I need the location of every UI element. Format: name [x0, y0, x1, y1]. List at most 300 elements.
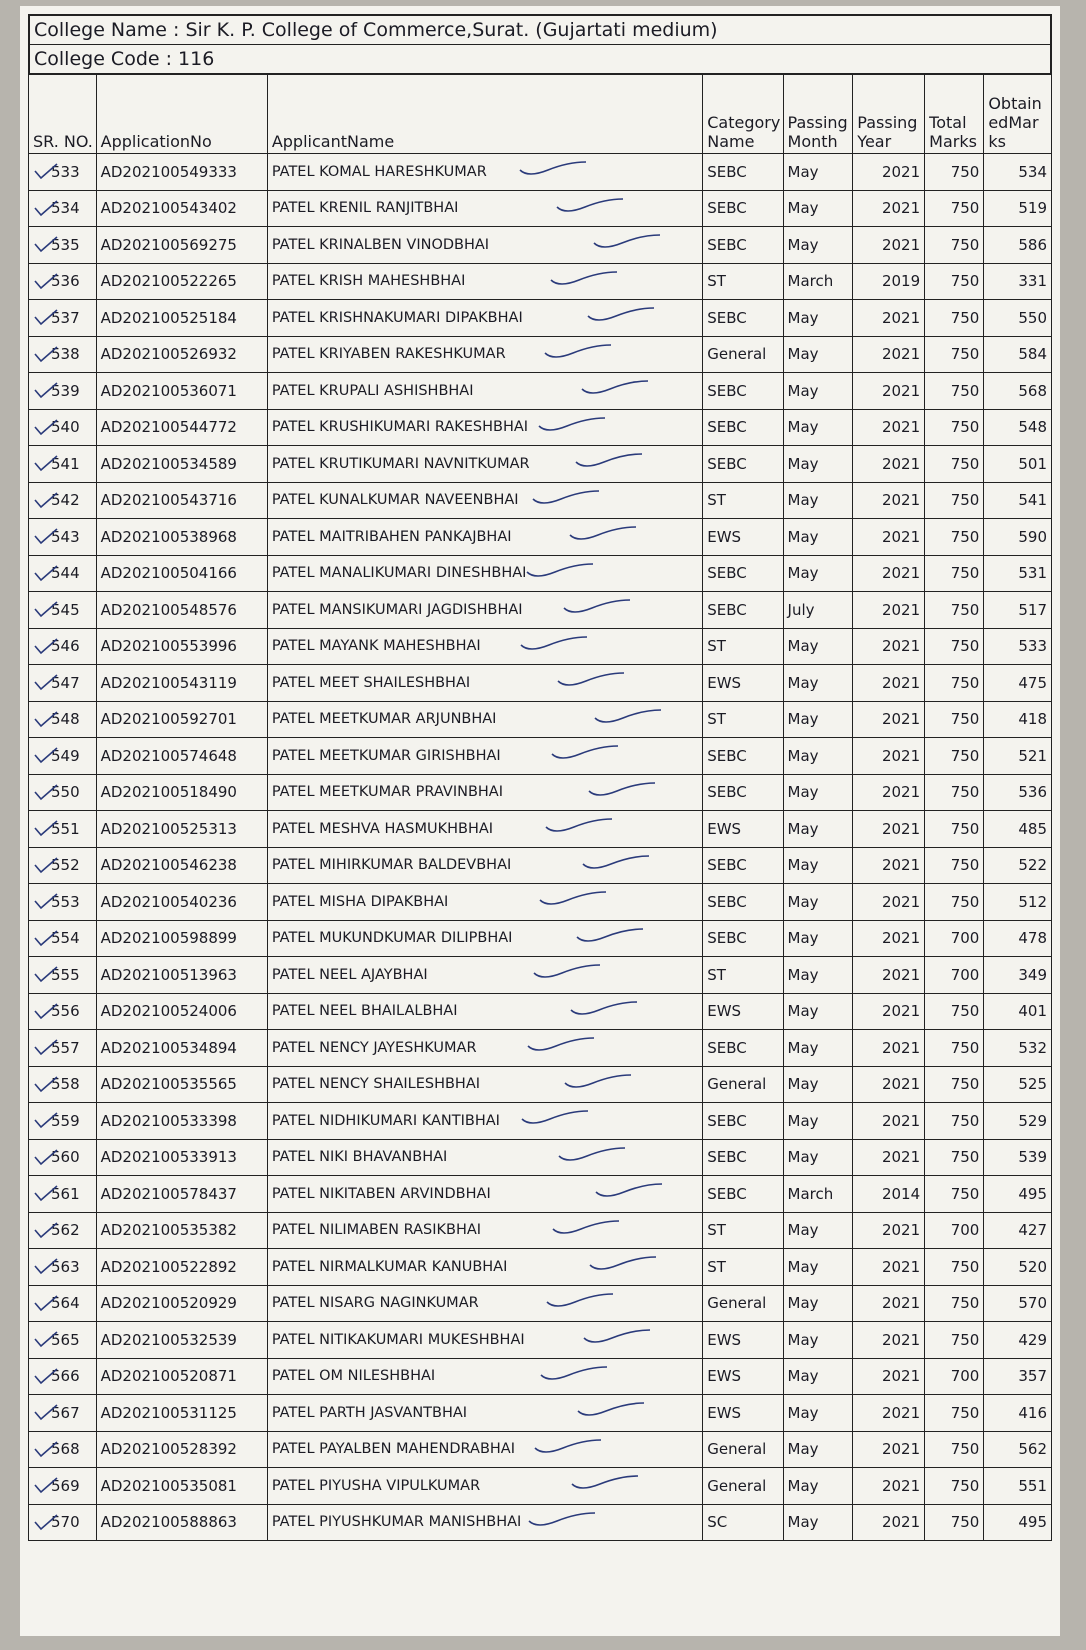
total-marks-cell-text: 750: [950, 1513, 980, 1532]
sr-cell-text: 538: [51, 345, 80, 364]
handwritten-check-icon: [33, 491, 59, 509]
sr-cell-text: 546: [51, 637, 80, 656]
table-body: [29, 154, 1052, 1541]
passing-year-cell-text: 2021: [881, 491, 921, 510]
category-cell-text: SEBC: [707, 783, 747, 802]
total-marks-cell-text: 750: [950, 673, 980, 692]
application-no-cell: [96, 446, 267, 483]
passing-month-cell: [783, 920, 853, 957]
sr-cell: [29, 1176, 97, 1213]
passing-month-cell: [783, 1504, 853, 1541]
handwritten-tick-mark-icon: [574, 450, 644, 470]
passing-year-cell: [853, 1212, 925, 1249]
handwritten-check-icon: [33, 381, 59, 399]
obtained-marks-cell: [984, 1322, 1052, 1359]
applicant-name-cell-text: PATEL KUNALKUMAR NAVEENBHAI: [271, 492, 519, 509]
sr-cell-text: 534: [51, 199, 80, 218]
handwritten-tick-mark-icon: [519, 633, 589, 653]
passing-month-cell: [783, 1395, 853, 1432]
applicant-name-cell-text: PATEL NENCY JAYESHKUMAR: [271, 1039, 477, 1056]
handwritten-tick-mark-icon: [592, 231, 662, 251]
application-no-cell: [96, 1066, 267, 1103]
obtained-marks-cell: [984, 993, 1052, 1030]
passing-year-cell: [853, 555, 925, 592]
passing-month-cell-text: May: [787, 1403, 819, 1422]
passing-year-cell: [853, 957, 925, 994]
applicant-name-cell-text: PATEL PIYUSHKUMAR MANISHBHAI: [271, 1514, 522, 1531]
passing-month-cell-text: May: [787, 1440, 819, 1459]
total-marks-cell-text: 750: [950, 1403, 980, 1422]
application-no-cell-text: AD202100525313: [100, 819, 237, 838]
table-row: [29, 774, 1052, 811]
handwritten-tick-mark-icon: [544, 815, 614, 835]
applicant-name-cell: [267, 665, 702, 702]
passing-month-cell: [783, 519, 853, 556]
obtained-marks-cell-text: 551: [1018, 1476, 1047, 1495]
obtained-marks-cell-text: 416: [1018, 1403, 1047, 1422]
sr-cell-text: 547: [51, 673, 80, 692]
obtained-marks-cell-text: 529: [1018, 1111, 1047, 1130]
category-cell: [703, 482, 783, 519]
application-no-cell: [96, 409, 267, 446]
applicant-name-cell-text: PATEL NENCY SHAILESHBHAI: [271, 1076, 481, 1093]
passing-year-cell-text: 2021: [881, 1221, 921, 1240]
table-row: [29, 446, 1052, 483]
passing-month-cell: [783, 482, 853, 519]
handwritten-tick-mark-icon: [539, 1363, 609, 1383]
passing-year-cell: [853, 263, 925, 300]
sr-cell: [29, 1249, 97, 1286]
sr-cell: [29, 811, 97, 848]
category-cell-text: SEBC: [707, 600, 747, 619]
applicant-name-cell-text: PATEL KRUSHIKUMARI RAKESHBHAI: [271, 419, 529, 436]
passing-year-cell: [853, 1066, 925, 1103]
handwritten-check-icon: [33, 1257, 59, 1275]
category-cell: [703, 884, 783, 921]
sr-cell-text: 564: [51, 1294, 80, 1313]
handwritten-check-icon: [33, 162, 59, 180]
category-cell-text: ST: [707, 637, 726, 656]
table-row: [29, 701, 1052, 738]
obtained-marks-cell: [984, 847, 1052, 884]
passing-month-cell-text: May: [787, 1257, 819, 1276]
total-marks-cell-text: 750: [950, 199, 980, 218]
category-cell-text: EWS: [707, 673, 742, 692]
total-marks-cell: [925, 774, 984, 811]
application-no-cell: [96, 738, 267, 775]
applicant-name-cell: [267, 555, 702, 592]
sr-cell: [29, 1030, 97, 1067]
application-no-cell: [96, 263, 267, 300]
passing-year-cell: [853, 1504, 925, 1541]
sr-cell: [29, 1395, 97, 1432]
category-cell: [703, 1249, 783, 1286]
passing-year-cell-text: 2021: [881, 783, 921, 802]
category-cell: [703, 1285, 783, 1322]
sr-cell: [29, 482, 97, 519]
passing-month-cell: [783, 227, 853, 264]
applicant-name-cell: [267, 1431, 702, 1468]
category-cell-text: ST: [707, 1257, 726, 1276]
total-marks-cell: [925, 190, 984, 227]
passing-month-cell-text: May: [787, 1075, 819, 1094]
application-no-cell-text: AD202100553996: [100, 637, 237, 656]
applicant-name-cell-text: PATEL KRUTIKUMARI NAVNITKUMAR: [271, 455, 530, 472]
applicant-name-cell: [267, 1066, 702, 1103]
passing-month-cell-text: May: [787, 454, 819, 473]
category-cell-text: SEBC: [707, 1111, 747, 1130]
total-marks-cell: [925, 1066, 984, 1103]
handwritten-check-icon: [33, 1403, 59, 1421]
passing-month-cell: [783, 1285, 853, 1322]
table-row: [29, 847, 1052, 884]
category-cell-text: General: [707, 345, 767, 364]
passing-year-cell-text: 2021: [881, 418, 921, 437]
total-marks-cell: [925, 592, 984, 629]
applicant-name-cell: [267, 482, 702, 519]
applicant-name-cell-text: PATEL MISHA DIPAKBHAI: [271, 893, 449, 910]
col-header-applicant-name: ApplicantName: [267, 75, 702, 154]
applicant-name-cell: [267, 701, 702, 738]
obtained-marks-cell: [984, 665, 1052, 702]
passing-year-cell: [853, 1103, 925, 1140]
passing-month-cell: [783, 373, 853, 410]
college-code: College Code : 116: [28, 45, 1052, 74]
handwritten-tick-mark-icon: [575, 925, 645, 945]
passing-month-cell: [783, 1322, 853, 1359]
category-cell: [703, 263, 783, 300]
total-marks-cell: [925, 1504, 984, 1541]
sr-cell: [29, 884, 97, 921]
application-no-cell-text: AD202100522265: [100, 272, 237, 291]
handwritten-tick-mark-icon: [594, 1180, 664, 1200]
application-no-cell-text: AD202100574648: [100, 746, 237, 765]
application-no-cell-text: AD202100543716: [100, 491, 237, 510]
sr-cell: [29, 957, 97, 994]
total-marks-cell: [925, 1358, 984, 1395]
handwritten-tick-mark-icon: [593, 706, 663, 726]
table-row: [29, 920, 1052, 957]
application-no-cell: [96, 884, 267, 921]
handwritten-tick-mark-icon: [562, 596, 632, 616]
obtained-marks-cell: [984, 1212, 1052, 1249]
table-row: [29, 555, 1052, 592]
application-no-cell-text: AD202100569275: [100, 235, 237, 254]
passing-year-cell-text: 2021: [881, 892, 921, 911]
category-cell: [703, 957, 783, 994]
table-row: [29, 409, 1052, 446]
applicant-name-cell-text: PATEL MAYANK MAHESHBHAI: [271, 638, 481, 655]
handwritten-check-icon: [33, 418, 59, 436]
applicants-table: [28, 74, 1052, 1541]
handwritten-check-icon: [33, 235, 59, 253]
category-cell: [703, 738, 783, 775]
passing-year-cell-text: 2021: [881, 527, 921, 546]
table-row: [29, 1285, 1052, 1322]
passing-year-cell: [853, 993, 925, 1030]
category-cell-text: SEBC: [707, 1148, 747, 1167]
sr-cell-text: 549: [51, 746, 80, 765]
sr-cell: [29, 1285, 97, 1322]
total-marks-cell: [925, 957, 984, 994]
passing-year-cell: [853, 446, 925, 483]
passing-month-cell-text: May: [787, 819, 819, 838]
applicant-name-cell: [267, 1212, 702, 1249]
total-marks-cell-text: 750: [950, 345, 980, 364]
applicant-name-cell: [267, 1468, 702, 1505]
sr-cell: [29, 373, 97, 410]
applicant-name-cell-text: PATEL OM NILESHBHAI: [271, 1368, 436, 1385]
passing-year-cell: [853, 1322, 925, 1359]
passing-year-cell: [853, 847, 925, 884]
passing-year-cell: [853, 1030, 925, 1067]
application-no-cell: [96, 519, 267, 556]
passing-year-cell: [853, 482, 925, 519]
application-no-cell-text: AD202100534894: [100, 1038, 237, 1057]
application-no-cell-text: AD202100518490: [100, 783, 237, 802]
passing-month-cell: [783, 1212, 853, 1249]
handwritten-tick-mark-icon: [568, 523, 638, 543]
total-marks-cell: [925, 519, 984, 556]
table-row: [29, 665, 1052, 702]
applicant-name-cell-text: PATEL NILIMABEN RASIKBHAI: [271, 1222, 482, 1239]
table-row: [29, 227, 1052, 264]
passing-year-cell-text: 2021: [881, 564, 921, 583]
application-no-cell: [96, 1358, 267, 1395]
applicant-name-cell: [267, 519, 702, 556]
passing-month-cell-text: May: [787, 527, 819, 546]
passing-year-cell-text: 2021: [881, 1403, 921, 1422]
handwritten-check-icon: [33, 1038, 59, 1056]
total-marks-cell: [925, 993, 984, 1030]
sr-cell-text: 544: [51, 564, 80, 583]
handwritten-check-icon: [33, 929, 59, 947]
sr-cell-text: 548: [51, 710, 80, 729]
handwritten-check-icon: [33, 199, 59, 217]
total-marks-cell: [925, 1322, 984, 1359]
sr-cell-text: 555: [51, 965, 80, 984]
total-marks-cell-text: 750: [950, 272, 980, 291]
application-no-cell-text: AD202100531125: [100, 1403, 237, 1422]
handwritten-tick-mark-icon: [518, 158, 588, 178]
sr-cell: [29, 1322, 97, 1359]
handwritten-tick-mark-icon: [550, 742, 620, 762]
sr-cell: [29, 409, 97, 446]
total-marks-cell-text: 750: [950, 527, 980, 546]
handwritten-tick-mark-icon: [576, 1399, 646, 1419]
handwritten-check-icon: [33, 1148, 59, 1166]
passing-year-cell: [853, 1358, 925, 1395]
passing-month-cell-text: March: [787, 272, 834, 291]
obtained-marks-cell-text: 548: [1018, 418, 1047, 437]
handwritten-check-icon: [33, 637, 59, 655]
passing-month-cell: [783, 1249, 853, 1286]
obtained-marks-cell: [984, 1431, 1052, 1468]
category-cell-text: General: [707, 1476, 767, 1495]
handwritten-tick-mark-icon: [570, 1472, 640, 1492]
application-no-cell: [96, 993, 267, 1030]
passing-month-cell-text: May: [787, 856, 819, 875]
sr-cell-text: 563: [51, 1257, 80, 1276]
handwritten-check-icon: [33, 783, 59, 801]
category-cell-text: SC: [707, 1513, 728, 1532]
applicant-name-cell-text: PATEL PIYUSHA VIPULKUMAR: [271, 1477, 481, 1494]
category-cell: [703, 300, 783, 337]
total-marks-cell: [925, 263, 984, 300]
passing-year-cell-text: 2021: [881, 710, 921, 729]
application-no-cell-text: AD202100524006: [100, 1002, 237, 1021]
handwritten-check-icon: [33, 308, 59, 326]
category-cell-text: SEBC: [707, 1184, 747, 1203]
total-marks-cell: [925, 482, 984, 519]
total-marks-cell-text: 750: [950, 381, 980, 400]
passing-month-cell-text: May: [787, 381, 819, 400]
application-no-cell: [96, 336, 267, 373]
application-no-cell-text: AD202100533398: [100, 1111, 237, 1130]
application-no-cell: [96, 555, 267, 592]
applicant-name-cell-text: PATEL NITIKAKUMARI MUKESHBHAI: [271, 1331, 525, 1348]
obtained-marks-cell: [984, 592, 1052, 629]
handwritten-tick-mark-icon: [545, 1290, 615, 1310]
application-no-cell: [96, 847, 267, 884]
obtained-marks-cell: [984, 774, 1052, 811]
passing-year-cell-text: 2021: [881, 1294, 921, 1313]
category-cell-text: SEBC: [707, 892, 747, 911]
passing-month-cell: [783, 555, 853, 592]
handwritten-check-icon: [33, 1075, 59, 1093]
application-no-cell: [96, 1212, 267, 1249]
total-marks-cell-text: 750: [950, 1476, 980, 1495]
sr-cell-text: 565: [51, 1330, 80, 1349]
total-marks-cell-text: 750: [950, 856, 980, 875]
passing-month-cell-text: May: [787, 235, 819, 254]
applicant-name-cell-text: PATEL NIKITABEN ARVINDBHAI: [271, 1185, 491, 1202]
total-marks-cell-text: 750: [950, 162, 980, 181]
col-header-passing-year: Passing Year: [853, 75, 925, 154]
passing-year-cell-text: 2021: [881, 746, 921, 765]
total-marks-cell: [925, 1139, 984, 1176]
total-marks-cell-text: 700: [950, 1367, 980, 1386]
col-header-category: Category Name: [703, 75, 783, 154]
total-marks-cell: [925, 1431, 984, 1468]
passing-month-cell-text: May: [787, 1513, 819, 1532]
applicant-name-cell: [267, 1249, 702, 1286]
total-marks-cell: [925, 628, 984, 665]
passing-month-cell: [783, 1103, 853, 1140]
total-marks-cell-text: 750: [950, 1075, 980, 1094]
obtained-marks-cell-text: 475: [1018, 673, 1047, 692]
handwritten-tick-mark-icon: [580, 377, 650, 397]
passing-month-cell-text: May: [787, 1221, 819, 1240]
category-cell-text: General: [707, 1075, 767, 1094]
table-row: [29, 519, 1052, 556]
category-cell: [703, 519, 783, 556]
total-marks-cell: [925, 847, 984, 884]
obtained-marks-cell: [984, 300, 1052, 337]
obtained-marks-cell-text: 517: [1018, 600, 1047, 619]
obtained-marks-cell-text: 401: [1018, 1002, 1047, 1021]
obtained-marks-cell-text: 485: [1018, 819, 1047, 838]
total-marks-cell-text: 750: [950, 1184, 980, 1203]
applicant-name-cell: [267, 628, 702, 665]
category-cell-text: EWS: [707, 819, 742, 838]
application-no-cell-text: AD202100543402: [100, 199, 237, 218]
col-header-total-marks: Total Marks: [925, 75, 984, 154]
passing-month-cell: [783, 154, 853, 191]
applicant-name-cell: [267, 957, 702, 994]
table-row: [29, 1066, 1052, 1103]
total-marks-cell: [925, 409, 984, 446]
application-no-cell: [96, 811, 267, 848]
table-row: [29, 1249, 1052, 1286]
category-cell-text: SEBC: [707, 454, 747, 473]
passing-month-cell-text: May: [787, 491, 819, 510]
table-row: [29, 1212, 1052, 1249]
category-cell-text: ST: [707, 1221, 726, 1240]
total-marks-cell-text: 750: [950, 892, 980, 911]
applicant-name-cell-text: PATEL NEEL AJAYBHAI: [271, 966, 428, 983]
total-marks-cell-text: 750: [950, 454, 980, 473]
application-no-cell: [96, 300, 267, 337]
table-row: [29, 628, 1052, 665]
passing-year-cell: [853, 920, 925, 957]
handwritten-check-icon: [33, 1476, 59, 1494]
obtained-marks-cell: [984, 482, 1052, 519]
handwritten-tick-mark-icon: [527, 1509, 597, 1529]
passing-month-cell-text: May: [787, 783, 819, 802]
passing-year-cell-text: 2021: [881, 1111, 921, 1130]
passing-month-cell: [783, 592, 853, 629]
obtained-marks-cell: [984, 154, 1052, 191]
category-cell: [703, 555, 783, 592]
obtained-marks-cell-text: 590: [1018, 527, 1047, 546]
obtained-marks-cell: [984, 190, 1052, 227]
category-cell-text: ST: [707, 710, 726, 729]
passing-year-cell-text: 2021: [881, 1440, 921, 1459]
passing-month-cell-text: May: [787, 1111, 819, 1130]
table-row: [29, 1030, 1052, 1067]
category-cell: [703, 1103, 783, 1140]
obtained-marks-cell: [984, 519, 1052, 556]
passing-year-cell-text: 2014: [881, 1184, 921, 1203]
passing-year-cell-text: 2021: [881, 199, 921, 218]
total-marks-cell-text: 750: [950, 783, 980, 802]
obtained-marks-cell: [984, 1176, 1052, 1213]
obtained-marks-cell: [984, 1285, 1052, 1322]
passing-year-cell-text: 2021: [881, 1476, 921, 1495]
category-cell-text: SEBC: [707, 308, 747, 327]
obtained-marks-cell-text: 541: [1018, 491, 1047, 510]
sr-cell-text: 543: [51, 527, 80, 546]
application-no-cell-text: AD202100535565: [100, 1075, 237, 1094]
table-row: [29, 373, 1052, 410]
applicant-name-cell: [267, 227, 702, 264]
handwritten-tick-mark-icon: [525, 560, 595, 580]
total-marks-cell-text: 750: [950, 491, 980, 510]
passing-year-cell: [853, 373, 925, 410]
passing-month-cell: [783, 1431, 853, 1468]
applicant-name-cell-text: PATEL KRENIL RANJITBHAI: [271, 200, 459, 217]
total-marks-cell-text: 700: [950, 965, 980, 984]
table-row: [29, 592, 1052, 629]
passing-year-cell: [853, 592, 925, 629]
application-no-cell-text: AD202100548576: [100, 600, 237, 619]
handwritten-check-icon: [33, 965, 59, 983]
passing-month-cell-text: May: [787, 199, 819, 218]
applicant-name-cell-text: PATEL NIRMALKUMAR KANUBHAI: [271, 1258, 508, 1275]
table-row: [29, 154, 1052, 191]
application-no-cell: [96, 373, 267, 410]
